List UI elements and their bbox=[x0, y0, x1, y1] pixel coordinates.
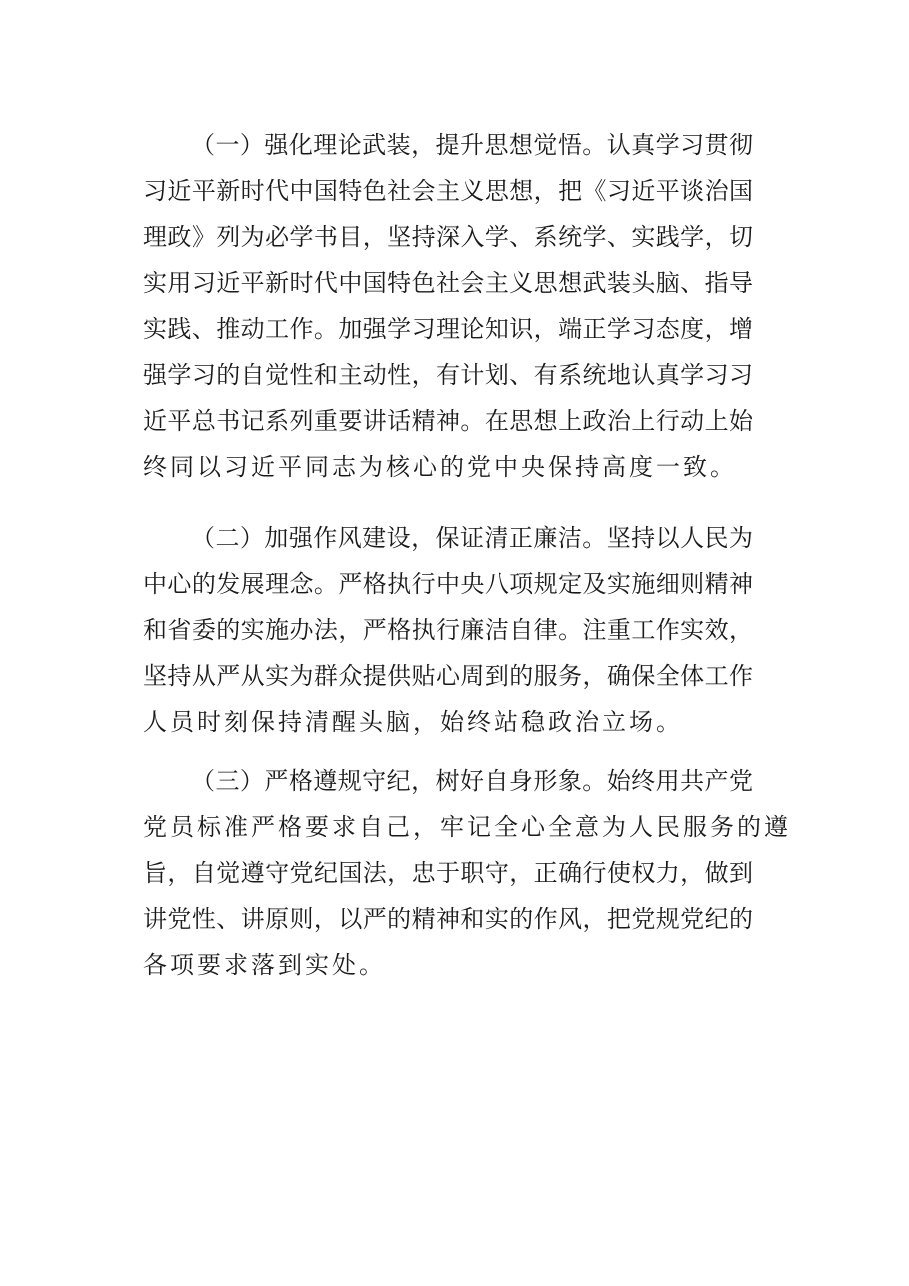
text-line: 人员时刻保持清醒头脑，始终站稳政治立场。 bbox=[143, 708, 683, 736]
text-line: 实用习近平新时代中国特色社会主义思想武装头脑、指导 bbox=[143, 269, 753, 297]
text-line: 讲党性、讲原则，以严的精神和实的作风，把党规党纪的 bbox=[143, 905, 753, 933]
text-line: （一）强化理论武装，提升思想觉悟。认真学习贯彻 bbox=[191, 131, 753, 159]
paragraph-1 bbox=[143, 122, 753, 490]
text-line: 理政》列为必学书目，坚持深入学、系统学、实践学，切 bbox=[143, 223, 753, 251]
text-line: 终同以习近平同志为核心的党中央保持高度一致。 bbox=[143, 453, 737, 481]
text-line: 和省委的实施办法，严格执行廉洁自律。注重工作实效， bbox=[143, 616, 753, 644]
text-line: 中心的发展理念。严格执行中央八项规定及实施细则精神 bbox=[143, 570, 753, 598]
text-line: 近平总书记系列重要讲话精神。在思想上政治上行动上始 bbox=[143, 407, 753, 435]
text-line: 各项要求落到实处。 bbox=[143, 951, 386, 979]
text-line: 强学习的自觉性和主动性，有计划、有系统地认真学习习 bbox=[143, 361, 753, 389]
text-line: （三）严格遵规守纪，树好自身形象。始终用共产党 bbox=[191, 767, 753, 795]
text-line: 坚持从严从实为群众提供贴心周到的服务，确保全体工作 bbox=[143, 662, 753, 690]
text-line: 实践、推动工作。加强学习理论知识，端正学习态度，增 bbox=[143, 315, 753, 343]
text-line: 习近平新时代中国特色社会主义思想，把《习近平谈治国 bbox=[143, 177, 753, 205]
text-line: （二）加强作风建设，保证清正廉洁。坚持以人民为 bbox=[191, 524, 753, 552]
text-line: 旨，自觉遵守党纪国法，忠于职守，正确行使权力，做到 bbox=[143, 859, 753, 887]
paragraph-3 bbox=[143, 758, 791, 988]
paragraph-2 bbox=[143, 515, 753, 745]
text-line: 党员标准严格要求自己，牢记全心全意为人民服务的遵 bbox=[143, 813, 791, 841]
